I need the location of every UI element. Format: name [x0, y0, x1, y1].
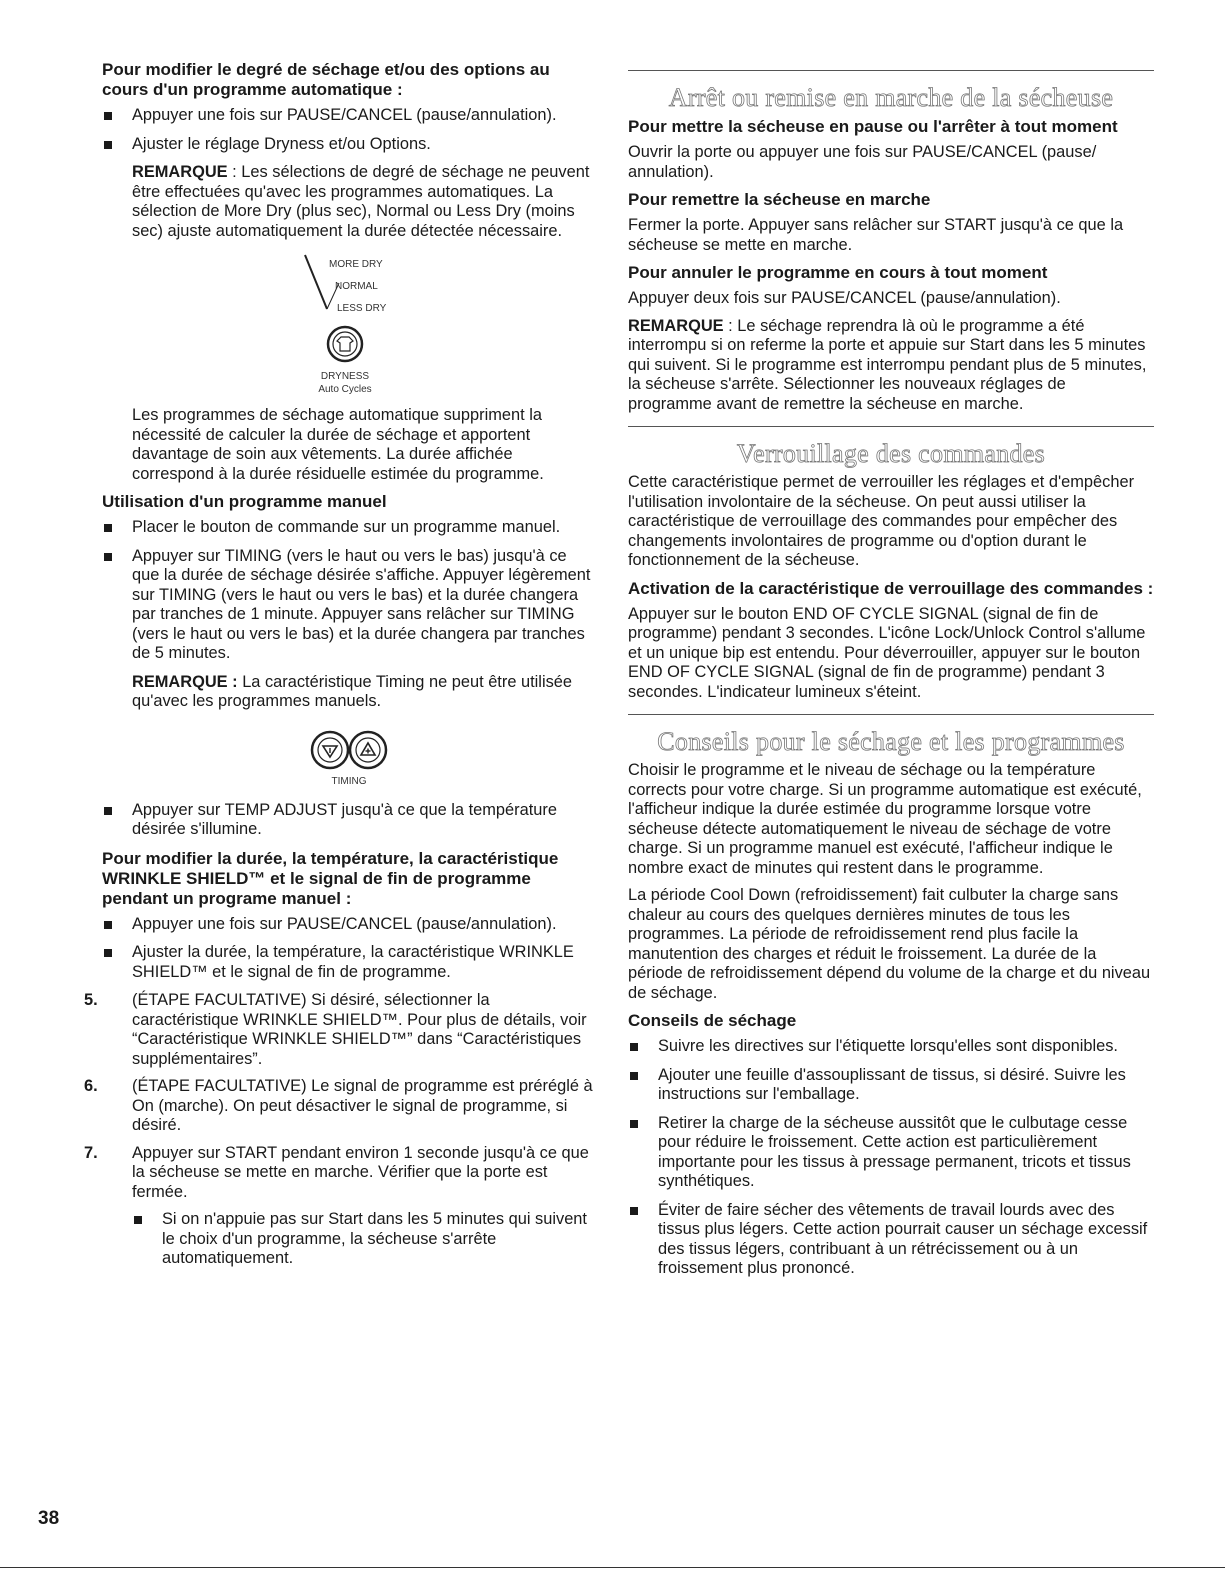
para-lock-intro: Cette caractéristique permet de verrouiller les réglages et d'empêcher l'utilisation involontaire de la sécheuse. On peut aussi utiliser la caractéristique de verrouillage des commandes pour empêcher des changements involontaires de programme ou d'option durant le fonctionnement de la sécheuse. — [628, 473, 1135, 569]
note-dryness — [102, 163, 595, 241]
dryness-figure — [102, 249, 595, 402]
step-text: Appuyer sur START pendant environ 1 seconde jusqu'à ce que la sécheuse se mette en marche. Vérifier que la porte est fermée. — [132, 1143, 589, 1201]
note-resume — [628, 317, 1154, 415]
normal-label: NORMAL — [334, 281, 378, 292]
bullet-set-manual: Placer le bouton de commande sur un programme manuel. — [102, 518, 595, 538]
note-label: REMARQUE — [628, 316, 724, 335]
para-lock-activate: Appuyer sur le bouton END OF CYCLE SIGNAL (signal de fin de programme) pendant 3 secondes. L'icône Lock/Unlock Control s'allume et un unique bip est entendu. Pour déverrouiller, appuyer sur le bouton END OF CYCLE SIGNAL (signal de fin de programme) pendant 3 secondes. L'indicateur lumineux s'éteint. — [628, 604, 1146, 701]
note-timing — [102, 673, 595, 712]
heading-restart: Pour remettre la sécheuse en marche — [628, 190, 931, 209]
para-restart: Fermer la porte. Appuyer sans relâcher sur START jusqu'à ce que la sécheuse se mette en marche. — [628, 216, 1124, 254]
right-column — [628, 60, 1154, 1288]
bullet-pause-2: Appuyer une fois sur PAUSE/CANCEL (pause/annulation). — [102, 915, 595, 935]
bullet-tip-label: Suivre les directives sur l'étiquette lorsqu'elles sont disponibles. — [628, 1037, 1154, 1057]
bullet-auto-stop: Si on n'appuie pas sur Start dans les 5 minutes qui suivent le choix d'un programme, la sécheuse s'arrête automatiquement. — [132, 1210, 595, 1269]
step-number: 5. — [84, 991, 98, 1009]
shirt-icon — [337, 337, 353, 351]
timing-buttons-illustration — [289, 728, 409, 790]
timing-label: TIMING — [331, 775, 366, 787]
heading-cancel: Pour annuler le programme en cours à tout moment — [628, 263, 1048, 282]
step-number: 6. — [84, 1077, 98, 1095]
timing-figure — [102, 728, 595, 795]
bullet-adjust-dryness: Ajuster le réglage Dryness et/ou Options. — [102, 135, 595, 155]
heading-pause-stop: Pour mettre la sécheuse en pause ou l'arrêter à tout moment — [628, 117, 1118, 136]
note-text: : Les sélections de degré de séchage ne peuvent être effectuées qu'avec les programmes automatiques. La sélection de More Dry (plus sec), Normal ou Less Dry (moins sec) ajuste automatiquement la durée détectée nécessaire. — [132, 163, 590, 240]
para-tips-choose: Choisir le programme et le niveau de séchage ou la température corrects pour votre charge. Si un programme automatique est exécuté, l'afficheur indique la durée estimée du programme lorsque votre sécheuse détecte automatiquement le niveau de séchage de votre charge. Si un programme manuel est exécuté, l'afficheur indique le nombre exact de minutes qui restent dans le programme. — [628, 761, 1142, 877]
dryness-knob-illustration — [249, 249, 449, 397]
step-number: 7. — [84, 1143, 98, 1162]
step-7 — [84, 1143, 595, 1269]
bullet-tip-heavy: Éviter de faire sécher des vêtements de travail lourds avec des tissus plus légers. Cette action pourrait causer un séchage excessif des tissus légers, contribuant à un rétrécissement ou à un froissement plus prononcé. — [628, 1201, 1154, 1279]
step-6 — [84, 1077, 595, 1136]
note-text: : Le séchage reprendra là où le programme a été interrompu si on referme la porte et appuie sur Start dans les 5 minutes qui suivent. Si le programme est interrompu pendant plus de 5 minutes, la sécheuse s'arrête. Sélectionner les nouveaux réglages de programme avant de remettre la sécheuse en marche. — [628, 316, 1147, 413]
more-dry-label: MORE DRY — [328, 259, 383, 270]
step-text: (ÉTAPE FACULTATIVE) Si désiré, sélectionner la caractéristique WRINKLE SHIELD™. Pour plus de détails, voir “Caractéristique WRINKLE SHIELD™” dans “Caractéristiques supplémentaires”. — [132, 991, 587, 1068]
bullet-tip-remove: Retirer la charge de la sécheuse aussitôt que le culbutage cesse pour réduire le froissement. Cette action est particulièrement importante pour les tissus à pressage permanent, tricots et tissus synthétiques. — [628, 1114, 1154, 1192]
note-label: REMARQUE — [132, 163, 228, 181]
bullet-timing: Appuyer sur TIMING (vers le haut ou vers le bas) jusqu'à ce que la durée de séchage désirée s'affiche. Appuyer légèrement sur TIMING (vers le haut ou vers le bas) et la durée changera par tranches de 1 minute. Appuyer sans relâcher sur TIMING (vers le haut ou vers le bas) et la durée changera par tranches de 5 minutes. — [102, 547, 595, 664]
heading-modify-manual: Pour modifier la durée, la température, la caractéristique WRINKLE SHIELD™ et le signal de fin de programme pendant un programe manuel : — [102, 848, 559, 908]
page-bottom-rule — [0, 1567, 1225, 1568]
step-5 — [84, 991, 595, 1069]
bullet-pause: Appuyer une fois sur PAUSE/CANCEL (pause/annulation). — [102, 106, 595, 126]
bullet-adjust-settings: Ajuster la durée, la température, la caractéristique WRINKLE SHIELD™ et le signal de fin de programme. — [102, 943, 595, 982]
note-label: REMARQUE : — [132, 672, 238, 691]
bullet-temp-adjust: Appuyer sur TEMP ADJUST jusqu'à ce que la température désirée s'illumine. — [102, 801, 595, 840]
section-divider — [628, 70, 1154, 71]
step-text: (ÉTAPE FACULTATIVE) Le signal de programme est préréglé à On (marche). On peut désactiver le signal de programme, si désiré. — [132, 1077, 593, 1134]
section-title-tips: Conseils pour le séchage et les programmes — [657, 727, 1125, 756]
section-divider — [628, 714, 1154, 715]
left-column — [84, 60, 595, 1278]
page-number: 38 — [38, 1508, 60, 1529]
bullet-tip-softener: Ajouter une feuille d'assouplissant de tissus, si désiré. Suivre les instructions sur l'emballage. — [628, 1066, 1154, 1105]
dryness-label: DRYNESS — [320, 371, 369, 382]
section-title-stop-restart: Arrêt ou remise en marche de la sécheuse — [668, 83, 1114, 112]
heading-drying-tips: Conseils de séchage — [628, 1011, 797, 1030]
para-cool-down: La période Cool Down (refroidissement) fait culbuter la charge sans chaleur au cours des quelques dernières minutes de tous les programmes. La période de refroidissement rend plus facile la manutention des charges et réduit le froissement. La durée de la période de refroidissement dépend du volume de la charge et du niveau de séchage. — [628, 886, 1151, 1002]
para-auto-cycles: Les programmes de séchage automatique suppriment la nécessité de calculer la durée de séchage et apportent davantage de soin aux vêtements. La durée affichée correspond à la durée résiduelle estimée du programme. — [132, 406, 544, 483]
para-cancel: Appuyer deux fois sur PAUSE/CANCEL (pause/annulation). — [628, 289, 1061, 307]
section-title-control-lock: Verrouillage des commandes — [736, 439, 1046, 468]
less-dry-label: LESS DRY — [336, 303, 386, 314]
heading-manual-cycle: Utilisation d'un programme manuel — [102, 492, 387, 511]
section-divider — [628, 426, 1154, 427]
heading-modify-auto: Pour modifier le degré de séchage et/ou des options au cours d'un programme automatique : — [102, 60, 550, 99]
note-text: La caractéristique Timing ne peut être utilisée qu'avec les programmes manuels. — [132, 672, 573, 710]
para-pause-stop: Ouvrir la porte ou appuyer une fois sur PAUSE/CANCEL (pause/ annulation). — [628, 143, 1097, 181]
auto-cycles-label: Auto Cycles — [317, 384, 372, 395]
heading-lock-activate: Activation de la caractéristique de verrouillage des commandes : — [628, 578, 1154, 598]
